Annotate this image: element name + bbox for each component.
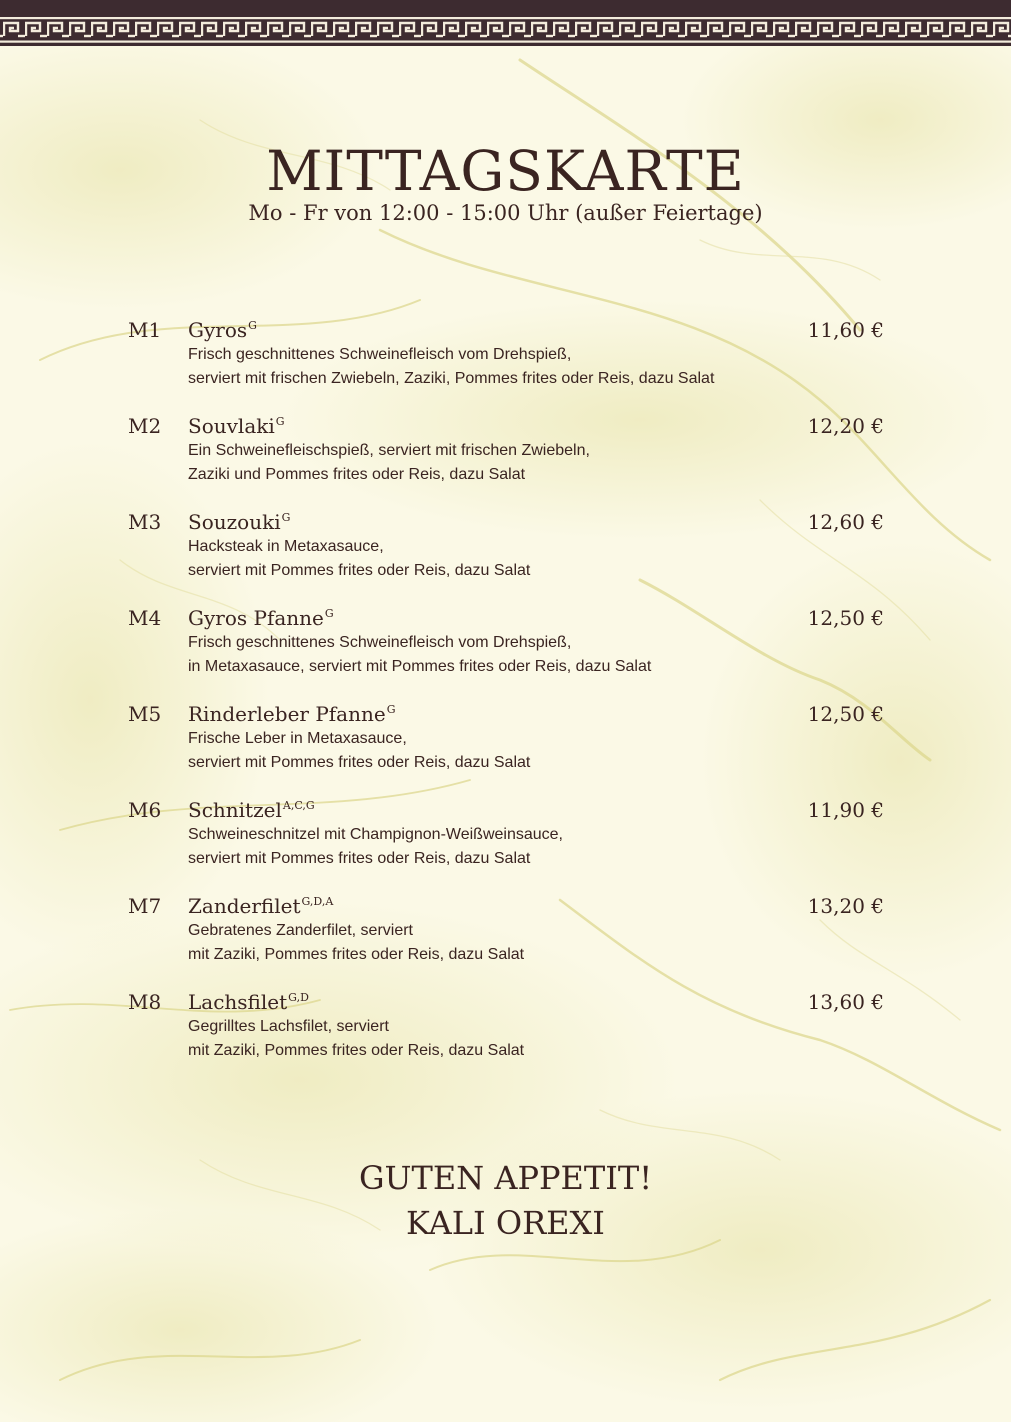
item-description: Hacksteak in Metaxasauce, serviert mit Pommes frites oder Reis, dazu Salat: [188, 538, 531, 579]
allergen-codes: G: [248, 319, 257, 332]
menu-item: [128, 892, 884, 988]
item-price: 12,60 €: [807, 510, 884, 534]
allergen-codes: G,D,A: [301, 895, 334, 908]
greek-key-icon: [0, 0, 1011, 46]
item-description: Frisch geschnittenes Schweinefleisch vom Drehspieß, serviert mit frischen Zwiebeln, Zaziki, Pommes frites oder Reis, dazu Salat: [188, 346, 715, 387]
item-description: Gegrilltes Lachsfilet, serviert mit Zaziki, Pommes frites oder Reis, dazu Salat: [188, 1018, 525, 1059]
item-name: Souzouki$^G$: [188, 510, 291, 534]
page-title: MITTAGSKARTE: [266, 139, 745, 203]
menu-item: [128, 604, 884, 700]
item-name: Zanderfilet$^{G,D,A}$: [188, 894, 334, 918]
item-name: Rinderleber Pfanne$^G$: [188, 702, 396, 726]
item-name: Gyros Pfanne$^G$: [188, 606, 334, 630]
item-code: M5: [128, 702, 162, 726]
allergen-codes: G: [275, 415, 285, 428]
menu-item: [128, 508, 884, 604]
menu-item: [128, 700, 884, 796]
allergen-codes: G,D: [288, 991, 309, 1004]
item-description: Frische Leber in Metaxasauce, serviert mit Pommes frites oder Reis, dazu Salat: [188, 730, 531, 771]
menu-item: [128, 412, 884, 508]
item-price: 11,90 €: [807, 798, 884, 822]
item-name: Gyros$^G$: [188, 318, 257, 342]
item-name: Lachsfilet$^{G,D}$: [188, 990, 309, 1014]
item-price: 13,60 €: [807, 990, 884, 1014]
closing-greeting: [0, 1156, 1011, 1246]
item-price: 13,20 €: [807, 894, 884, 918]
item-code: M2: [128, 414, 162, 438]
allergen-codes: G: [386, 703, 396, 716]
allergen-codes: G: [281, 511, 291, 524]
item-code: M3: [128, 510, 162, 534]
item-description: Gebratenes Zanderfilet, serviert mit Zaziki, Pommes frites oder Reis, dazu Salat: [188, 922, 525, 963]
closing-line-german: GUTEN APPETIT!: [358, 1159, 653, 1197]
greek-key-border: [0, 0, 1011, 46]
allergen-codes: G: [324, 607, 334, 620]
item-name: Schnitzel$^{A,C,G}$: [188, 798, 315, 822]
menu-item: [128, 796, 884, 892]
opening-hours: Mo - Fr von 12:00 - 15:00 Uhr (außer Feiertage): [248, 201, 763, 225]
item-price: 12,50 €: [807, 606, 884, 630]
item-code: M1: [128, 318, 162, 342]
allergen-codes: A,C,G: [282, 799, 315, 812]
menu-item: [128, 988, 884, 1084]
closing-line-greek: KALI OREXI: [406, 1204, 605, 1242]
item-description: Ein Schweinefleischspieß, serviert mit frischen Zwiebeln, Zaziki und Pommes frites oder Reis, dazu Salat: [188, 442, 590, 483]
item-price: 12,20 €: [807, 414, 884, 438]
item-name: Souvlaki$^G$: [188, 414, 285, 438]
item-description: Schweineschnitzel mit Champignon-Weißweinsauce, serviert mit Pommes frites oder Reis, dazu Salat: [188, 826, 563, 867]
item-code: M7: [128, 894, 162, 918]
item-code: M4: [128, 606, 162, 630]
item-description: Frisch geschnittenes Schweinefleisch vom Drehspieß, in Metaxasauce, serviert mit Pommes frites oder Reis, dazu Salat: [188, 634, 652, 675]
menu-list: [128, 316, 884, 1084]
item-code: M8: [128, 990, 162, 1014]
menu-item: [128, 316, 884, 412]
item-price: 12,50 €: [807, 702, 884, 726]
item-price: 11,60 €: [807, 318, 884, 342]
item-code: M6: [128, 798, 162, 822]
